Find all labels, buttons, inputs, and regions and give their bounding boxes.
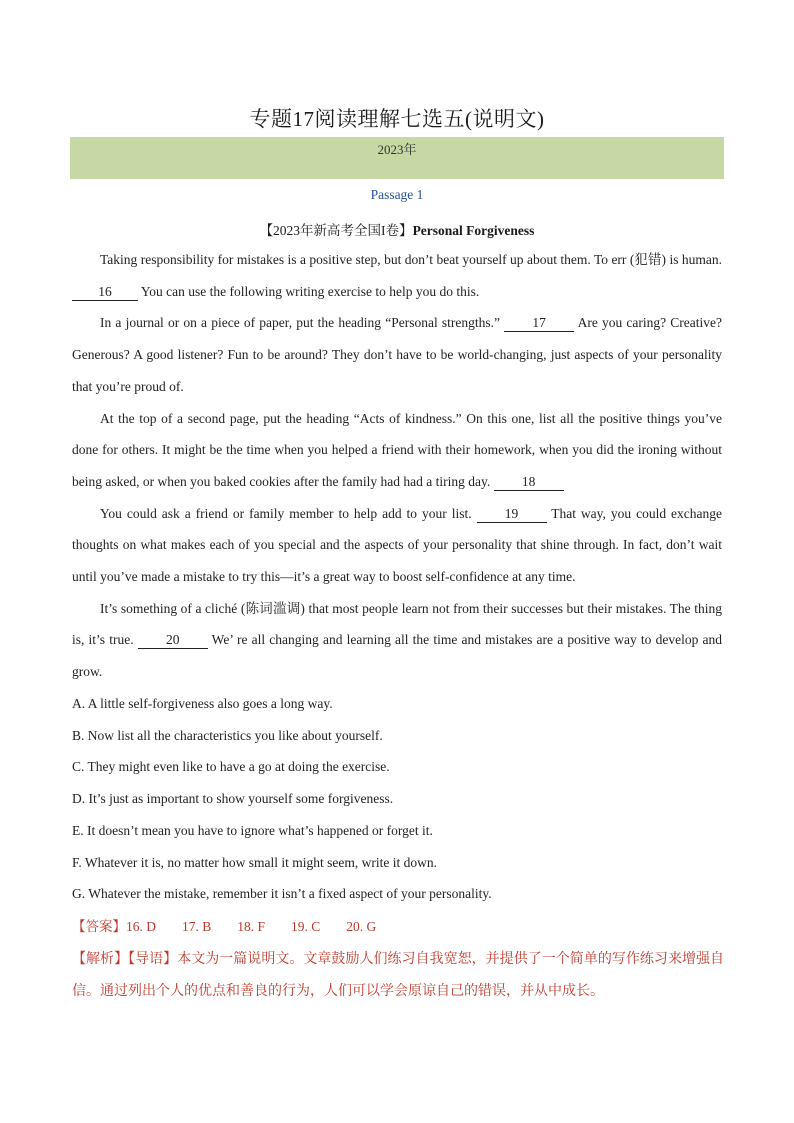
exam-source: 【2023年新高考全国I卷】 <box>259 223 413 238</box>
option-list <box>72 688 722 910</box>
paragraph-text: We’ re all changing and learning all the time and mistakes are a positive way to develop and grow. <box>72 632 722 680</box>
option-a: A. A little self-forgiveness also goes a long way. <box>72 696 333 711</box>
blank-16: 16 <box>72 284 138 301</box>
year-label: 2023年 <box>377 142 417 157</box>
option-c: C. They might even like to have a go at doing the exercise. <box>72 759 390 775</box>
analysis-section <box>72 943 724 1007</box>
paragraph-text: In a journal or on a piece of paper, put the heading “Personal strengths.” <box>100 315 505 331</box>
paragraph-text: That way, you could exchange thoughts on what makes each of you special and the aspects of your personality that shine through. In fact, don’t wait until you’ve made a mistake to try this—it’s a great way to boost self-confidence at any time. <box>72 505 722 585</box>
paragraph <box>72 307 722 402</box>
passage-body <box>72 244 722 688</box>
paragraph <box>72 403 722 498</box>
blank-19: 19 <box>477 506 547 523</box>
paragraph-text: It’s something of a cliché (陈词滥调) that most people learn not from their successes but their mistakes. The thing is, it’s true. <box>72 600 722 648</box>
page-title: 专题17阅读理解七选五(说明文) <box>249 107 545 131</box>
paragraph-text: Are you caring? Creative? Generous? A good listener? Fun to be around? They don’t have to be world-changing, just aspects of your personality that you’re proud of. <box>72 315 723 394</box>
paragraph-text: Taking responsibility for mistakes is a positive step, but don’t beat yourself up about them. To err (犯错) is human. <box>100 252 722 267</box>
option-g: G. Whatever the mistake, remember it isn’t a fixed aspect of your personality. <box>72 886 492 902</box>
answer-item: 19. C <box>291 919 321 934</box>
paragraph-text: At the top of a second page, put the heading “Acts of kindness.” On this one, list all the positive things you’ve done for others. It might be the time when you helped a friend with their homework, when you did the ironing without being asked, or when you baked cookies after the family had had a tiring day. <box>72 410 722 489</box>
answer-item: 20. G <box>346 919 377 934</box>
paragraph <box>72 593 722 688</box>
paragraph-text: You can use the following writing exercise to help you do this. <box>138 283 480 299</box>
passage-heading <box>0 219 794 239</box>
option-b: B. Now list all the characteristics you like about yourself. <box>72 727 383 743</box>
paragraph-text: You could ask a friend or family member to help add to your list. <box>100 505 477 521</box>
paragraph <box>72 244 722 307</box>
blank-20: 20 <box>138 632 208 649</box>
option-d: D. It’s just as important to show yourself some forgiveness. <box>72 791 394 807</box>
blank-17: 17 <box>504 315 574 332</box>
paragraph <box>72 498 722 593</box>
answer-key <box>72 911 722 942</box>
analysis-label: 【解析】【导语】 <box>72 951 178 967</box>
passage-title: Personal Forgiveness <box>412 223 535 238</box>
year-band <box>70 137 724 179</box>
answer-item: 17. B <box>182 919 212 934</box>
option-f: F. Whatever it is, no matter how small it might seem, write it down. <box>72 854 437 870</box>
blank-18: 18 <box>494 474 564 491</box>
answer-item: 18. F <box>237 919 266 934</box>
option-e: E. It doesn’t mean you have to ignore what’s happened or forget it. <box>72 822 433 838</box>
answer-label: 【答案】 <box>72 919 126 934</box>
passage-label: Passage 1 <box>370 187 424 202</box>
answer-item: 16. D <box>126 919 156 934</box>
analysis-text: 本文为一篇说明文。文章鼓励人们练习自我宽恕，并提供了一个简单的写作练习来增强自信。通过列出个人的优点和善良的行为，人们可以学会原谅自己的错误，并从中成长。 <box>72 951 725 999</box>
